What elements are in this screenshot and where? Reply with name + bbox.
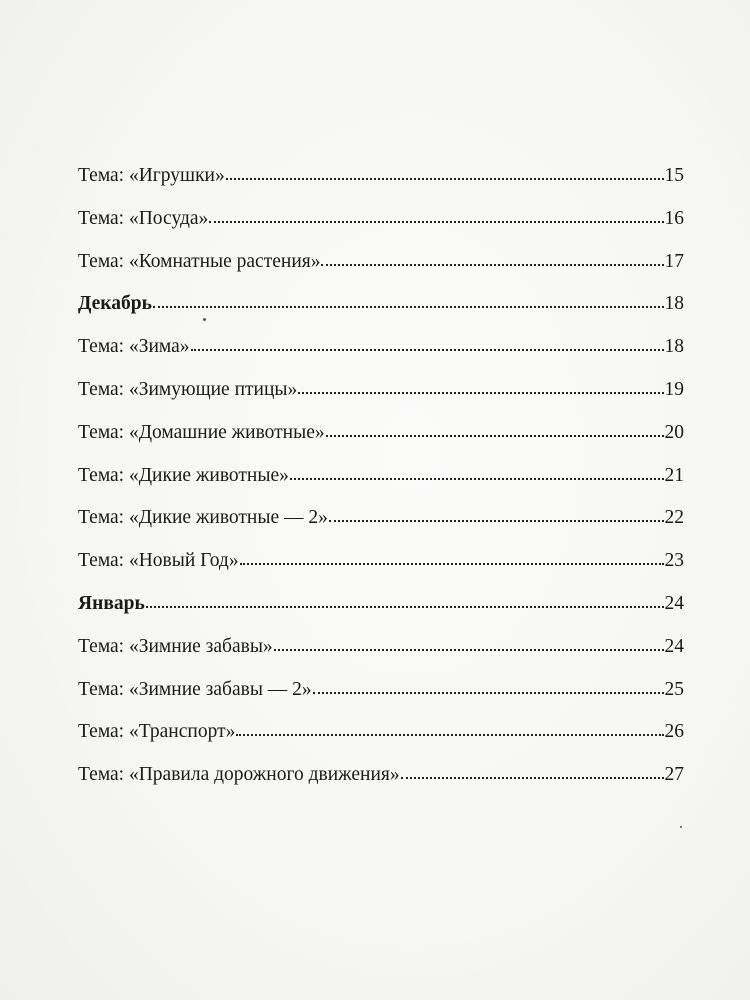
dot-leader xyxy=(191,333,664,353)
toc-entry-title: Тема: «Игрушки» xyxy=(78,165,225,186)
toc-entry-title: Тема: «Домашние животные» xyxy=(78,421,325,443)
toc-entry xyxy=(78,455,684,498)
paper-speck xyxy=(203,318,206,321)
section-title-december: Декабрь xyxy=(78,293,152,315)
toc-entry-title: Тема: «Транспорт» xyxy=(78,721,236,743)
toc-entry xyxy=(78,412,684,455)
toc-entry-page: 24 xyxy=(664,592,684,614)
dot-leader xyxy=(226,162,664,182)
toc-entry xyxy=(78,669,684,712)
toc-entry xyxy=(78,198,684,241)
toc-entry-page: 16 xyxy=(664,207,684,229)
toc-entry-page: 22 xyxy=(664,507,684,529)
toc-entry xyxy=(78,326,684,369)
toc-entry-page: 26 xyxy=(664,721,684,743)
toc-entry xyxy=(78,711,684,754)
toc-entry xyxy=(78,369,684,412)
toc-entry-page: 21 xyxy=(664,464,684,486)
section-title-january: Январь xyxy=(78,592,145,614)
toc-section-heading xyxy=(78,283,684,326)
dot-leader xyxy=(326,418,664,438)
dot-leader xyxy=(236,718,663,738)
dot-leader xyxy=(298,375,663,395)
toc-entry-title: Тема: «Зимующие птицы» xyxy=(78,378,298,400)
toc-entry-page: 23 xyxy=(664,550,684,572)
dot-leader xyxy=(146,589,664,609)
toc-entry xyxy=(78,626,684,669)
toc-entry-title: Тема: «Посуда» xyxy=(78,207,209,229)
toc-entry-title: Тема: «Дикие животные» xyxy=(78,464,289,486)
dot-leader xyxy=(290,461,664,481)
toc-entry-page: 20 xyxy=(664,421,684,443)
toc-entry xyxy=(78,497,684,540)
toc-entry-page: 24 xyxy=(664,635,684,657)
paper-speck xyxy=(680,826,682,828)
toc-entry xyxy=(78,155,684,198)
toc-entry-title: Тема: «Правила дорожного движения» xyxy=(78,764,400,786)
toc-entry-page: 18 xyxy=(664,336,684,358)
toc-entry-title: Тема: «Комнатные растения» xyxy=(78,250,321,272)
toc-entry-title: Тема: «Новый Год» xyxy=(78,550,239,572)
toc-entry xyxy=(78,540,684,583)
toc-entry-page: 17 xyxy=(664,250,684,272)
toc-entry-page: 15 xyxy=(664,165,684,186)
toc-entry-page: 18 xyxy=(664,293,684,315)
dot-leader xyxy=(209,204,663,224)
dot-leader xyxy=(274,632,664,652)
dot-leader xyxy=(313,675,664,695)
toc-entry-page: 27 xyxy=(664,764,684,786)
toc-entry-title: Тема: «Зимние забавы — 2» xyxy=(78,678,312,700)
dot-leader xyxy=(401,761,664,781)
dot-leader xyxy=(240,547,664,567)
toc-entry xyxy=(78,241,684,284)
toc-entry-page: 19 xyxy=(664,378,684,400)
table-of-contents xyxy=(78,155,684,797)
toc-section-heading xyxy=(78,583,684,626)
dot-leader xyxy=(153,290,664,310)
toc-entry-title: Тема: «Дикие животные — 2» xyxy=(78,507,328,529)
toc-entry-title: Тема: «Зимние забавы» xyxy=(78,635,273,657)
toc-entry-title: Тема: «Зима» xyxy=(78,336,190,358)
toc-entry xyxy=(78,754,684,797)
toc-entry-page: 25 xyxy=(664,678,684,700)
dot-leader xyxy=(321,247,663,267)
dot-leader xyxy=(329,504,664,524)
